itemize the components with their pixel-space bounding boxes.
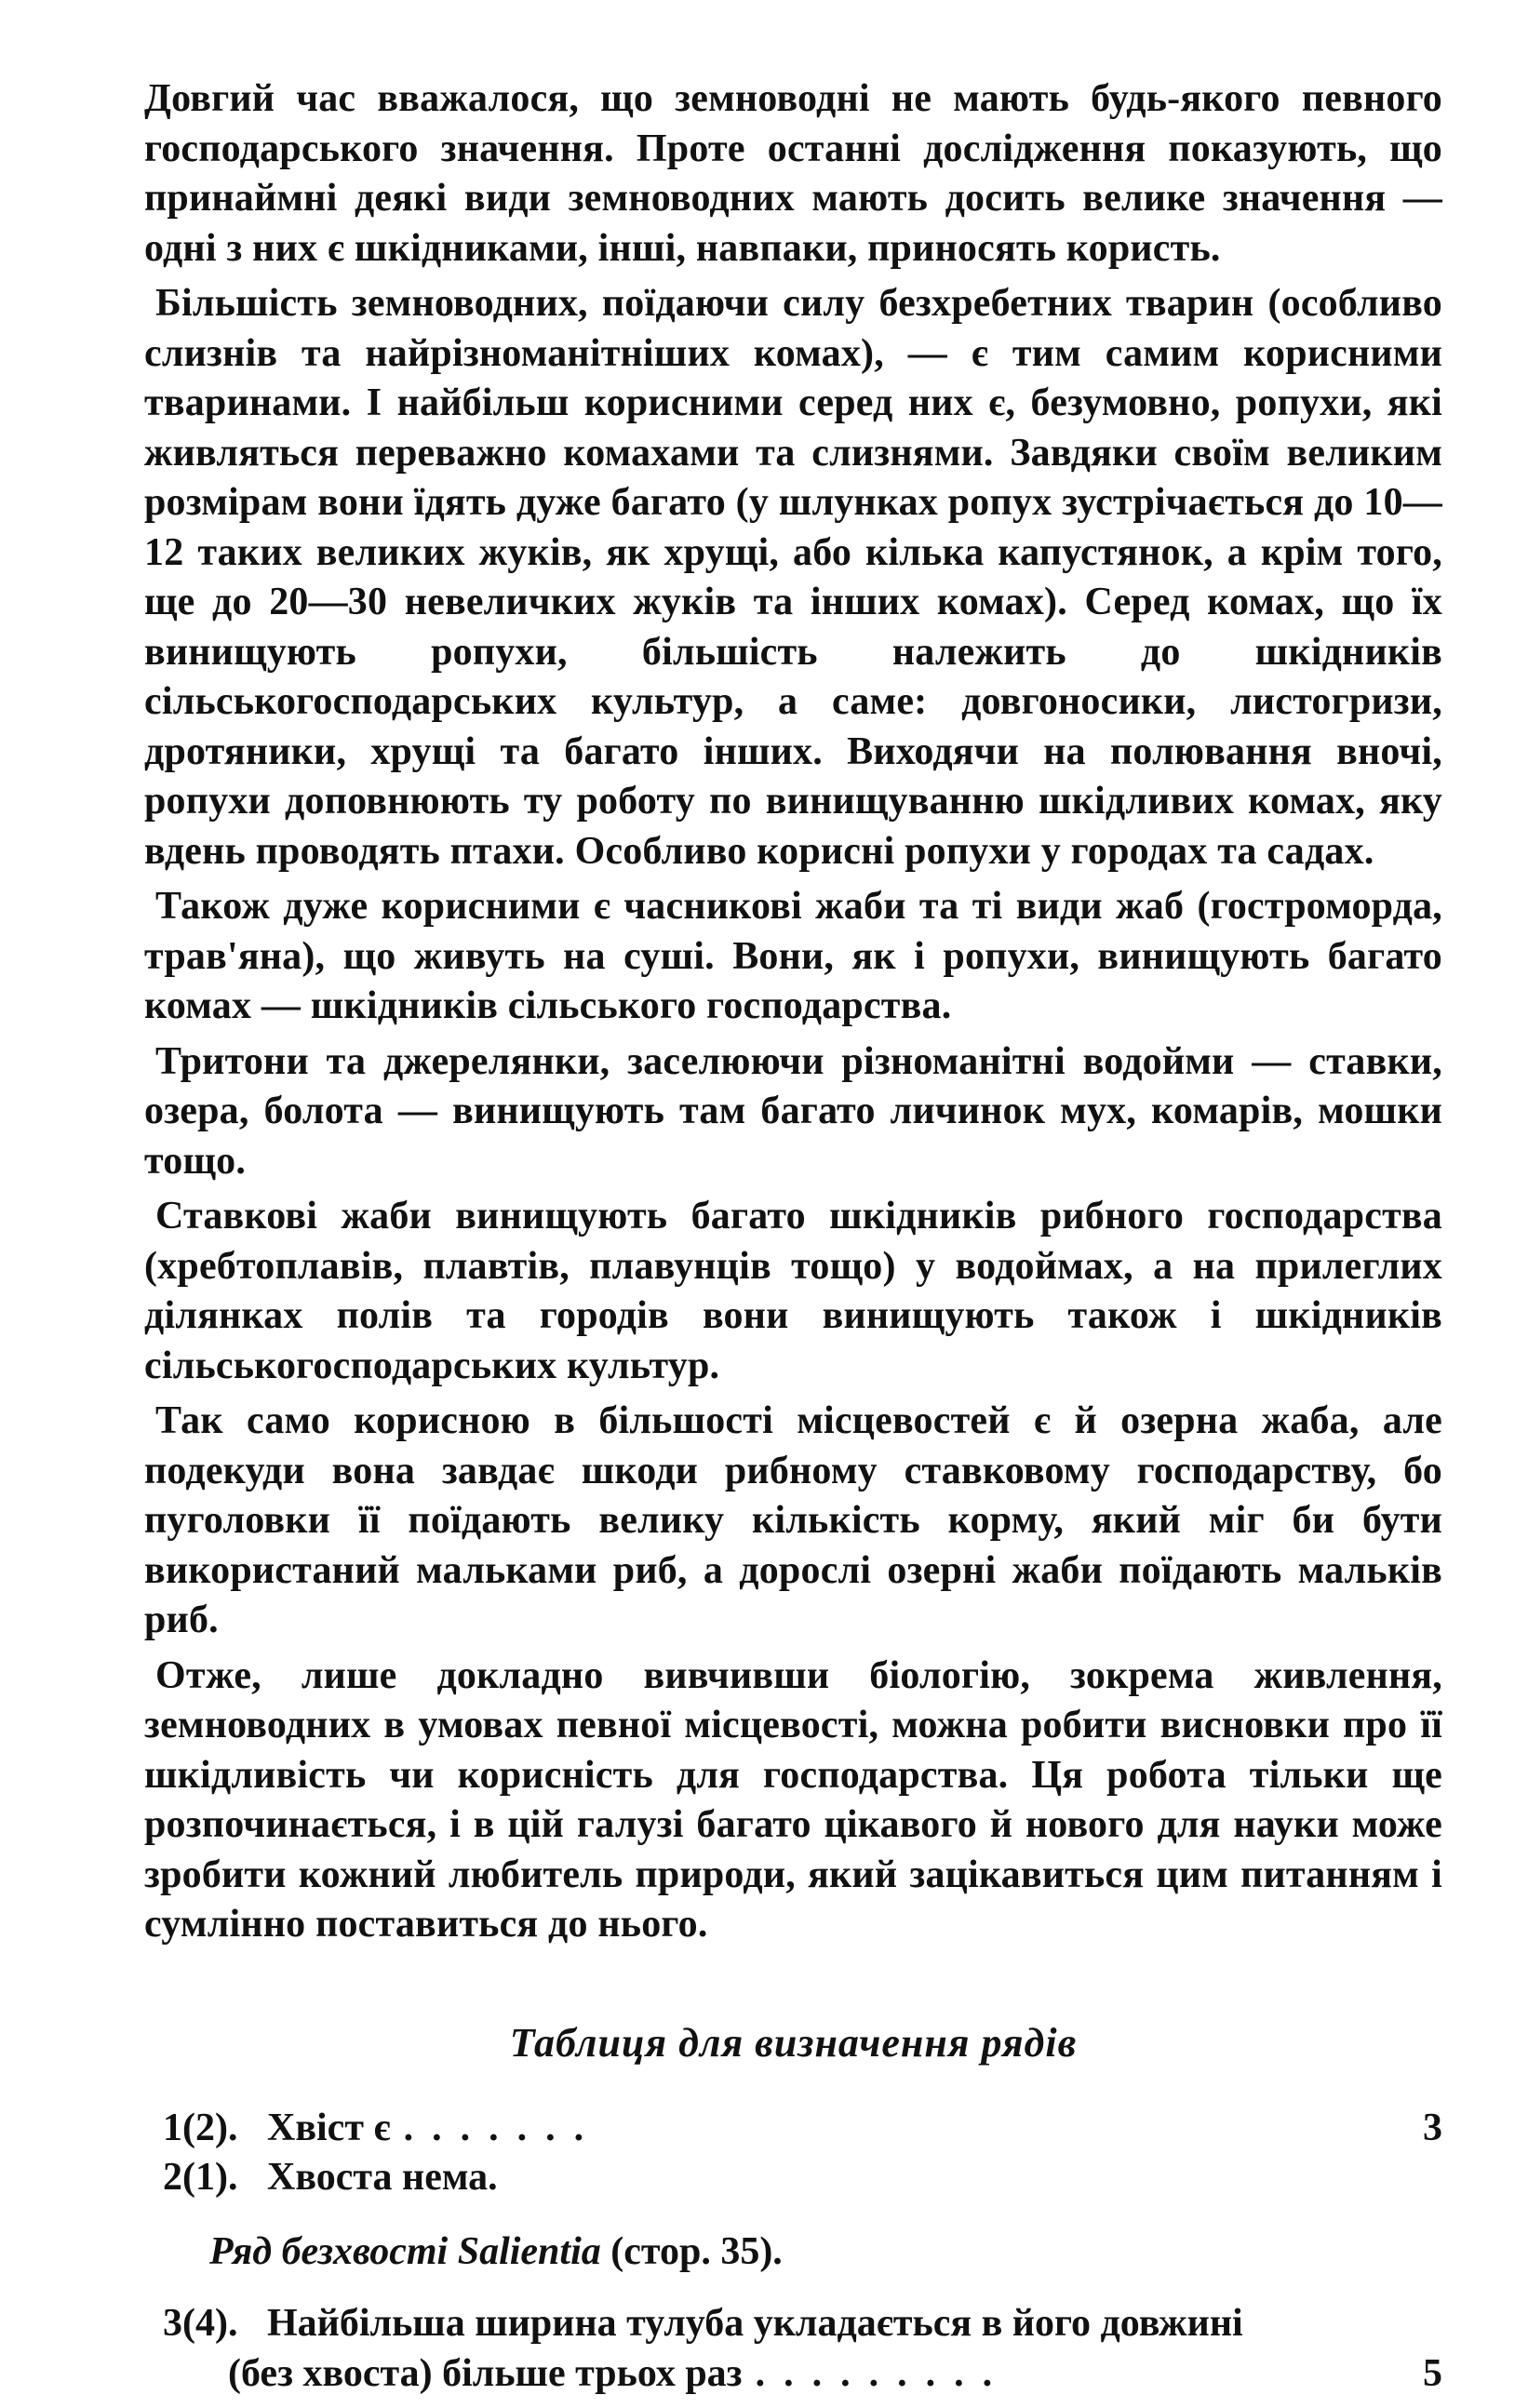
- key-row-1-number: 1(2).: [163, 2106, 238, 2149]
- key-row-1-dots: .......: [403, 2106, 603, 2149]
- key-row-3-number: 3(4).: [163, 2302, 238, 2345]
- order-name: Ряд безхвості Salientia: [209, 2229, 601, 2273]
- key-row-3-line-2: [163, 2349, 1442, 2400]
- key-row-1: [163, 2104, 1442, 2154]
- paragraph-4: Тритони та джерелянки, заселюючи різноманітні водойми — ставки, озера, болота — винищують там багато личинок мух, комарів, мошки тощо.: [144, 1039, 1442, 1183]
- key-row-2-text: Хвоста нема.: [267, 2156, 498, 2199]
- key-row-1-ref: 3: [1423, 2106, 1442, 2149]
- key-row-3-ref: 5: [1423, 2351, 1442, 2395]
- paragraph-6: Так само корисною в більшості місцевостей є й озерна жаба, але подекуди вона завдає шкоди рибному ставковому господарству, бо пуголовки її поїдають велику кількість корму, який міг би бути використаний мальками риб, а дорослі озерні жаби поїдають мальків риб.: [144, 1399, 1442, 1641]
- table-heading: Таблиця для визначення рядів: [509, 2019, 1078, 2066]
- key-row-3-line-1: [163, 2299, 1442, 2349]
- paragraph-3: Також дуже корисними є часникові жаби та ті види жаб (гостроморда, трав'яна), що живуть на суші. Вони, як і ропухи, винищують багато комах — шкідників сільського господарства.: [144, 885, 1442, 1027]
- paragraph-1: Довгий час вважалося, що земноводні не мають будь-якого певного господарського значення. Проте останні дослідження показують, що принаймні деякі види земноводних мають досить велике значення — одні з них є шкідниками, інші, навпаки, приносять користь.: [144, 77, 1442, 270]
- page: [144, 74, 1442, 2399]
- paragraph-2: Більшість земноводних, поїдаючи силу безхребетних тварин (особливо слизнів та найрізноманітніших комах), — є тим самим корисними тваринами. І найбільш корисними серед них є, безумовно, ропухи, які живляться переважно комахами та слизнями. Завдяки своїм великим розмірам вони їдять дуже багато (у шлунках ропух зустрічається до 10—12 таких великих жуків, як хрущі, або кілька капустянок, а крім того, ще до 20—30 невеличких жуків та інших комах). Серед комах, що їх винищують ропухи, більшість належить до шкідників сільськогосподарських культур, а саме: довгоносики, листогризи, дротяники, хрущі та багато інших. Виходячи на полювання вночі, ропухи доповнюють ту роботу по винищуванню шкідливих комах, яку вдень проводять птахи. Особливо корисні ропухи у городах та садах.: [144, 282, 1442, 873]
- paragraph-7: Отже, лише докладно вивчивши біологію, зокрема живлення, земноводних в умовах певної місцевості, можна робити висновки про її шкідливість чи корисність для господарства. Ця робота тільки ще розпочинається, і в цій галузі багато цікавого й нового для науки може зробити кожний любитель природи, який зацікавиться цим питанням і сумлінно поставиться до нього.: [144, 1653, 1442, 1946]
- order-page: (стор. 35).: [610, 2229, 783, 2273]
- key-row-3-dots: .........: [755, 2351, 1012, 2395]
- key-row-2-number: 2(1).: [163, 2156, 238, 2199]
- key-row-3-text-2: (без хвоста) більше трьох раз: [228, 2351, 743, 2395]
- paragraph-5: Ставкові жаби винищують багато шкідників рибного господарства (хребтоплавів, плавтів, плавунців тощо) у водоймах, а на прилеглих ділянках полів та городів вони винищують також і шкідників сільськогосподарських культур.: [144, 1195, 1442, 1387]
- key-row-3-text-1: Найбільша ширина тулуба укладається в його довжині: [267, 2302, 1243, 2345]
- key-row-1-text: Хвіст є: [267, 2106, 391, 2149]
- order-line: [209, 2227, 1442, 2278]
- key-row-3: [163, 2299, 1442, 2399]
- key-row-2: [163, 2153, 1442, 2203]
